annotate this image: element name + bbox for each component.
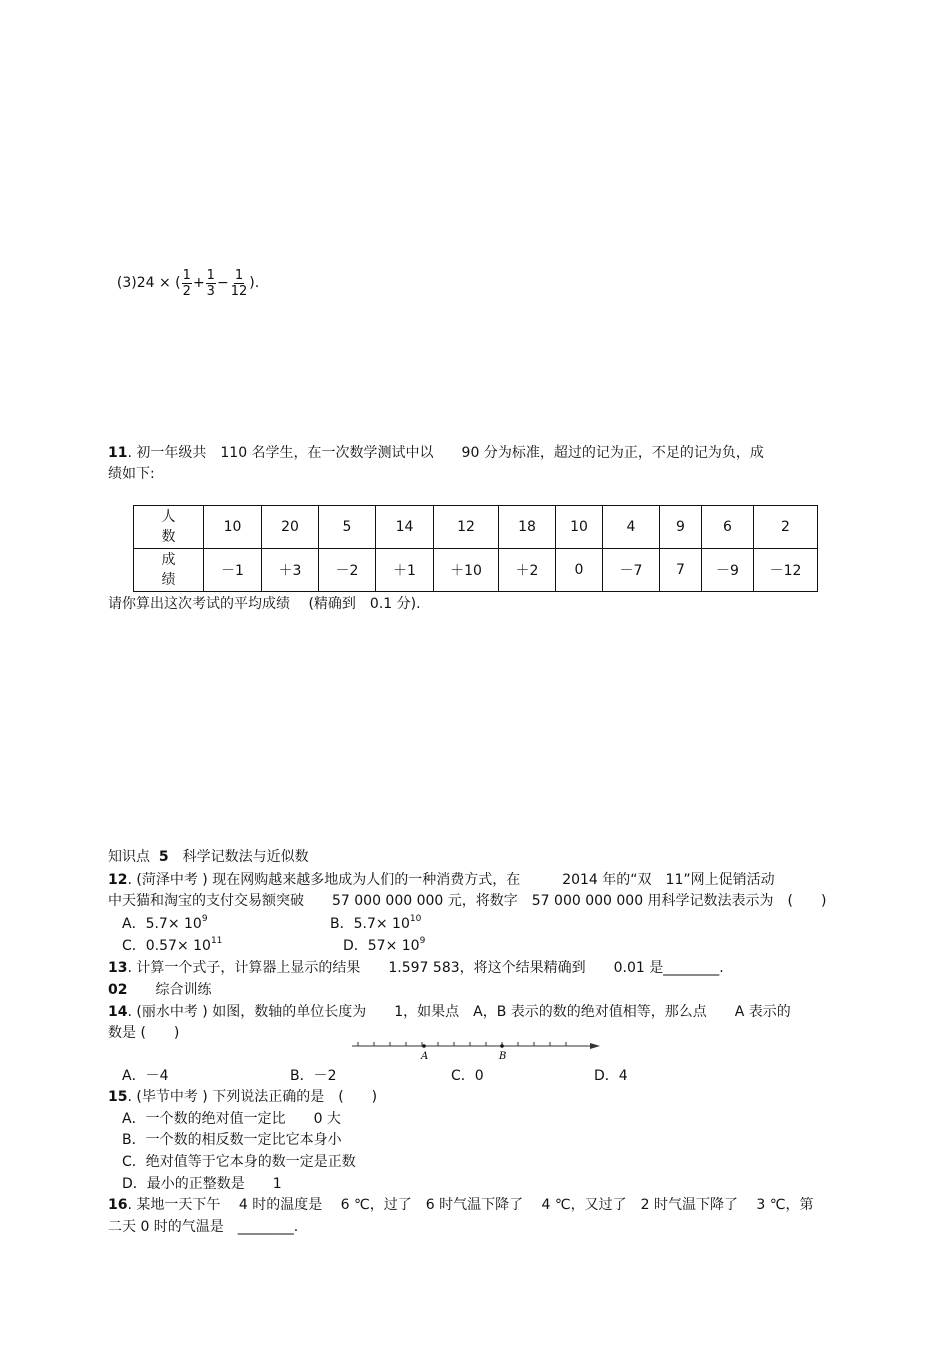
table-cell: 5 (319, 506, 376, 549)
table-cell: 14 (376, 506, 434, 549)
q14-line-2: 数是 ( ) (108, 1025, 180, 1041)
q13-number: 13 (108, 960, 128, 976)
option-text: B．5.7× 10 (330, 916, 410, 932)
option-text: A．5.7× 10 (122, 916, 202, 932)
q15-number: 15 (108, 1089, 128, 1105)
q15-option-c: C．绝对值等于它本身的数一定是正数 (122, 1154, 356, 1170)
q12-line-1 (108, 871, 775, 889)
table-cell: 6 (702, 506, 754, 549)
table-cell: ＋1 (376, 549, 434, 592)
table-cell: 2 (754, 506, 818, 549)
section-title: 综合训练 (155, 982, 212, 998)
q14-option-b: B．－2 (290, 1068, 337, 1084)
q12-option-d (343, 937, 425, 955)
q11-instruction: 请你算出这次考试的平均成绩 (精确到 0.1 分). (108, 596, 421, 612)
table-cell: －7 (603, 549, 660, 592)
q15-stem (108, 1088, 377, 1106)
fraction-denominator: 2 (182, 283, 191, 299)
fraction-numerator: 1 (182, 267, 191, 283)
q14-number: 14 (108, 1004, 128, 1020)
q14-text: . (丽水中考 ) 如图，数轴的单位长度为 1，如果点 A，B 表示的数的绝对值相等，那么点 A 表示的 (127, 1004, 791, 1020)
section-heading-5 (108, 848, 309, 866)
table-cell: ＋2 (499, 549, 556, 592)
table-cell: 7 (660, 549, 702, 592)
point-b-dot (500, 1044, 504, 1048)
point-a-label: A (421, 1051, 429, 1062)
table-cell: 4 (603, 506, 660, 549)
section-number: 02 (108, 982, 128, 998)
section-heading-02 (108, 981, 211, 999)
section-number: 5 (158, 849, 169, 865)
q14-line-1 (108, 1003, 791, 1021)
q16-line-2: 二天 0 时的气温是 ________. (108, 1219, 299, 1235)
plus-sign: + (192, 275, 205, 291)
q12-option-c (122, 937, 222, 955)
exponent: 10 (409, 914, 422, 924)
row-header-scores (134, 549, 204, 592)
section-label: 知识点 (108, 849, 150, 865)
q16-number: 16 (108, 1197, 128, 1213)
table-cell: ＋3 (262, 549, 319, 592)
fraction-denominator: 12 (230, 283, 248, 299)
q16-text: . 某地一天下午 4 时的温度是 6 ℃，过了 6 时气温下降了 4 ℃，又过了 2 时气温下降了 3 ℃，第 (127, 1197, 814, 1213)
q11-line-2: 绩如下: (108, 466, 155, 482)
table-cell: －12 (754, 549, 818, 592)
minus-sign: − (216, 275, 229, 291)
table-cell: 9 (660, 506, 702, 549)
q14-option-c: C．0 (451, 1068, 484, 1084)
q16-line-1 (108, 1196, 814, 1214)
table-cell: ＋10 (434, 549, 499, 592)
q10-3-expression (108, 232, 259, 300)
q13 (108, 959, 724, 977)
table-row-scores (134, 549, 818, 592)
table-cell: 0 (556, 549, 603, 592)
q13-text: . 计算一个式子，计算器上显示的结果 1.597 583，将这个结果精确到 0.01 是________. (127, 960, 724, 976)
tick-marks (358, 1042, 566, 1046)
header-char: 人 (161, 509, 176, 525)
table-cell: 18 (499, 506, 556, 549)
exponent: 11 (210, 936, 223, 946)
fraction-1-12 (230, 268, 249, 299)
row-header-people (134, 506, 204, 549)
q12-option-b (330, 915, 421, 933)
section-title: 科学记数法与近似数 (182, 849, 309, 865)
header-char: 成 (161, 552, 176, 568)
q14-option-a: A．－4 (122, 1068, 169, 1084)
q12-number: 12 (108, 872, 128, 888)
q12-option-a (122, 915, 208, 933)
number-line-figure (350, 1038, 602, 1062)
q11-line-1 (108, 444, 764, 462)
fraction-numerator: 1 (206, 267, 215, 283)
q11-number: 11 (108, 445, 128, 461)
q15-option-d: D．最小的正整数是 1 (122, 1176, 282, 1192)
q15-text: . (毕节中考 ) 下列说法正确的是 ( ) (127, 1089, 378, 1105)
q12-text: . (菏泽中考 ) 现在网购越来越多地成为人们的一种消费方式，在 2014 年的“双 11”网上促销活动 (127, 872, 775, 888)
q11-text: . 初一年级共 110 名学生，在一次数学测试中以 90 分为标准，超过的记为正，不足的记为负，成 (127, 445, 764, 461)
q15-option-b: B．一个数的相反数一定比它本身小 (122, 1132, 342, 1148)
fraction-denominator: 3 (206, 283, 215, 299)
q12-line-2: 中天猫和淘宝的支付交易额突破 57 000 000 000 元，将数字 57 000 000 000 用科学记数法表示为 ( ) (108, 893, 827, 909)
table-cell: 12 (434, 506, 499, 549)
header-char: 绩 (161, 572, 176, 588)
table-cell: －9 (702, 549, 754, 592)
fraction-numerator: 1 (234, 267, 244, 283)
q10-3-suffix: ). (249, 275, 260, 291)
arrow-head-icon (590, 1043, 600, 1049)
table-cell: 10 (556, 506, 603, 549)
point-b-label: B (499, 1051, 507, 1062)
table-cell: 10 (204, 506, 262, 549)
table-row-people (134, 506, 818, 549)
exponent: 9 (201, 914, 208, 924)
q14-option-d: D．4 (594, 1068, 628, 1084)
table-cell: －2 (319, 549, 376, 592)
score-table (133, 505, 818, 592)
header-char: 数 (161, 529, 176, 545)
fraction-1-3 (206, 268, 216, 299)
option-text: D．57× 10 (343, 938, 420, 954)
q15-option-a: A．一个数的绝对值一定比 0 大 (122, 1111, 341, 1127)
option-text: C．0.57× 10 (122, 938, 211, 954)
q10-3-prefix: (3)24 × ( (116, 275, 181, 291)
fraction-1-2 (182, 268, 192, 299)
exponent: 9 (419, 936, 426, 946)
point-a-dot (422, 1044, 426, 1048)
table-cell: 20 (262, 506, 319, 549)
table-cell: －1 (204, 549, 262, 592)
